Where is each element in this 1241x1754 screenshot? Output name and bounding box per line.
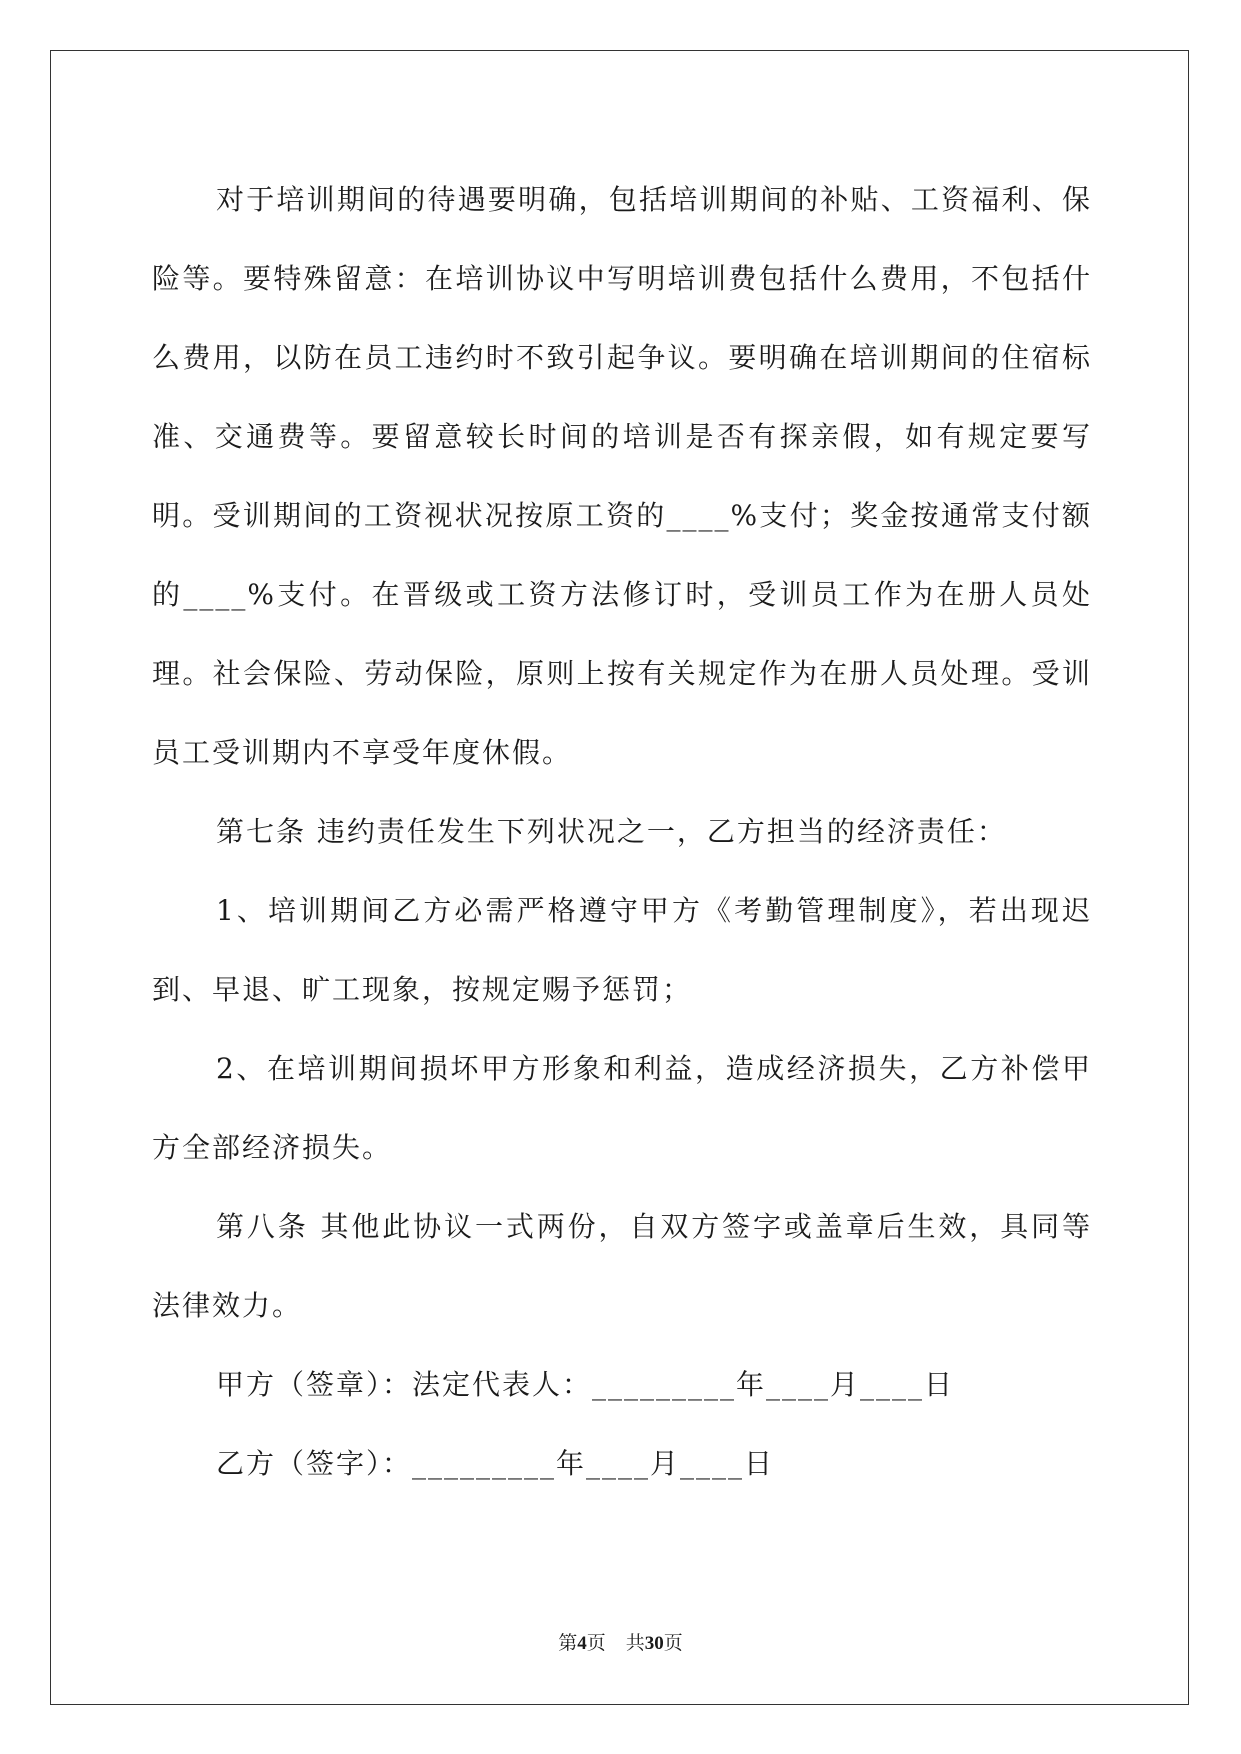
signature-line-party-a: 甲方（签章）：法定代表人：_________年____月____日 bbox=[216, 1368, 955, 1401]
page-footer bbox=[0, 1628, 1241, 1655]
paragraph-article-7-item-1: 1、培训期间乙方必需严格遵守甲方《考勤管理制度》，若出现迟到、早退、旷工现象，按规定赐予惩罚； bbox=[152, 894, 1092, 1006]
paragraph-article-7-item-2: 2、在培训期间损坏甲方形象和利益，造成经济损失，乙方补偿甲方全部经济损失。 bbox=[152, 1052, 1092, 1164]
total-pages: 30 bbox=[644, 1633, 664, 1654]
paragraph-article-8: 第八条 其他此协议一式两份，自双方签字或盖章后生效，具同等法律效力。 bbox=[152, 1210, 1092, 1322]
page-number: 4 bbox=[577, 1633, 587, 1654]
total-suffix: 页 bbox=[663, 1632, 683, 1654]
page-prefix: 第 bbox=[558, 1632, 578, 1654]
paragraph-article-7-heading: 第七条 违约责任发生下列状况之一，乙方担当的经济责任： bbox=[216, 815, 1007, 848]
page-suffix: 页 bbox=[586, 1632, 606, 1654]
total-prefix: 共 bbox=[625, 1632, 645, 1654]
paragraph-training-benefits: 对于培训期间的待遇要明确，包括培训期间的补贴、工资福利、保险等。要特殊留意：在培训协议中写明培训费包括什么费用，不包括什么费用，以防在员工违约时不致引起争议。要明确在培训期间的住宿标准、交通费等。要留意较长时间的培训是否有探亲假，如有规定要写明。受训期间的工资视状况按原工资的____%支付；奖金按通常支付额的____%支付。在晋级或工资方法修订时，受训员工作为在册人员处理。社会保险、劳动保险，原则上按有关规定作为在册人员处理。受训员工受训期内不享受年度休假。 bbox=[152, 183, 1092, 769]
signature-line-party-b: 乙方（签字）：_________年____月____日 bbox=[216, 1447, 775, 1480]
document-body bbox=[152, 160, 1092, 1503]
